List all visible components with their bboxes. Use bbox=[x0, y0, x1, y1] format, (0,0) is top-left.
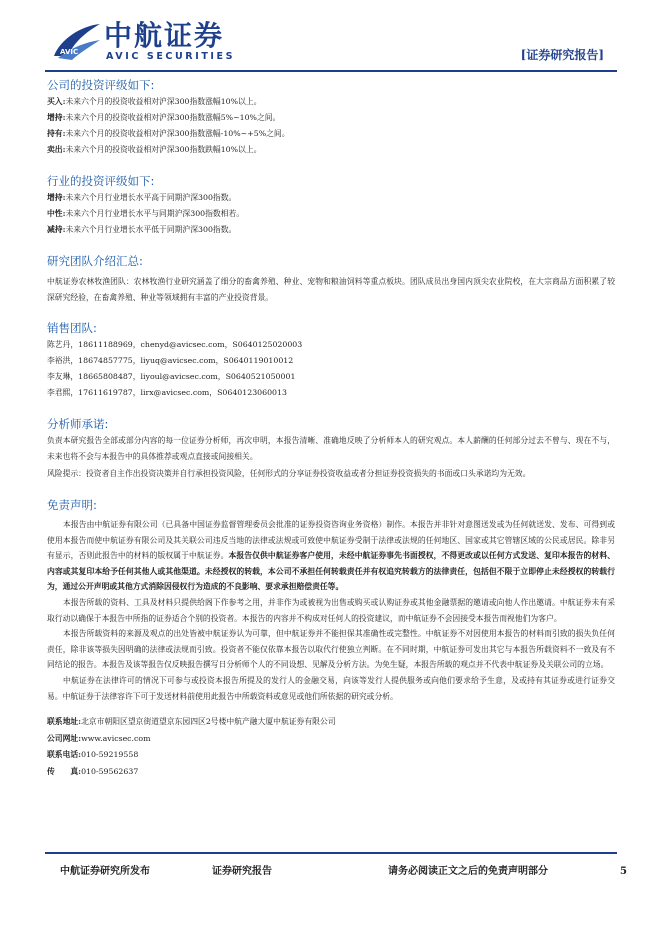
rating-item: 持有:未来六个月的投资收益相对沪深300指数涨幅-10%~+5%之间。 bbox=[47, 129, 290, 138]
rating-item: 减持:未来六个月行业增长水平低于同期沪深300指数。 bbox=[47, 225, 237, 234]
rating-item: 中性:未来六个月行业增长水平与同期沪深300指数相若。 bbox=[47, 209, 245, 218]
disclaimer-paragraph: 本报告所载的资料、工具及材料只提供给阁下作参考之用，并非作为或被视为出售或购买或认购证券或其他金融票据的邀请或向他人作出邀请。中航证券未有采取行动以确保于本报告中所指的证券适合个别的投资者。本报告的内容并不构成对任何人的投资建议，而中航证券不会因接受本报告而视他们为客户。 bbox=[47, 597, 615, 623]
contact-website: 公司网址:www.avicsec.com bbox=[47, 733, 151, 743]
rating-item: 增持:未来六个月的投资收益相对沪深300指数涨幅5%~10%之间。 bbox=[47, 113, 281, 122]
contact-block bbox=[47, 714, 615, 780]
team-description: 中航证券农林牧渔团队：农林牧渔行业研究涵盖了细分的畜禽养殖、种业、宠物和粮油饲料等重点板块。团队成员出身国内顶尖农业院校，在大宗商品方面积累了较深研究经验，在畜禽养殖、种业等领域拥有丰富的产业投资背景。 bbox=[47, 277, 615, 302]
footer-disclaimer-note: 请务必阅读正文之后的免责声明部分 bbox=[388, 866, 548, 877]
report-type-tag: [证券研究报告] bbox=[520, 48, 604, 62]
main-content bbox=[47, 76, 615, 780]
contact-phone: 联系电话:010-59219558 bbox=[47, 750, 139, 760]
contact-address: 联系地址:北京市朝阳区望京街道望京东园四区2号楼中航产融大厦中航证券有限公司 bbox=[47, 717, 336, 727]
sales-contact: 陈艺丹，18611188969，chenyd@avicsec.com，S0640125020003 bbox=[47, 340, 303, 350]
sales-contact: 李裕洪，18674857775，liyuq@avicsec.com，S0640119010012 bbox=[47, 356, 294, 366]
rating-item: 卖出:未来六个月的投资收益相对沪深300指数跌幅10%以上。 bbox=[47, 145, 262, 154]
logo-chinese-name: 中航证券 bbox=[104, 19, 225, 52]
footer-divider bbox=[45, 852, 617, 854]
footer-publisher: 中航证券研究所发布 bbox=[60, 866, 150, 877]
disclaimer-paragraph: 本报告所载资料的来源及观点的出处皆被中航证券认为可靠，但中航证券并不能担保其准确性或完整性。中航证券不对因使用本报告的材料而引致的损失负任何责任，除非该等损失因明确的法律或法规而引致。投资者不能仅依靠本报告以取代行使独立判断。在不同时期，中航证券可发出其它与本报告所载资料不一致及有不同结论的报告。本报告及该等报告仅反映报告撰写日分析师个人的不同设想、见解及分析方法。为免生疑，本报告所载的观点并不代表中航证券及关联公司的立场。 bbox=[47, 629, 615, 670]
pledge-title: 分析师承诺: bbox=[47, 417, 109, 432]
header-divider bbox=[45, 70, 617, 72]
page-header bbox=[0, 0, 662, 70]
logo-badge-text: AVIC bbox=[60, 48, 79, 56]
contact-fax: 传 真:010-59562637 bbox=[47, 766, 139, 776]
sales-title: 销售团队: bbox=[47, 321, 97, 336]
company-logo bbox=[50, 20, 250, 70]
disclaimer-title: 免责声明: bbox=[47, 497, 97, 512]
logo-english-name: AVIC SECURITIES bbox=[106, 51, 236, 62]
sales-contact: 李君熙，17611619787，lirx@avicsec.com，S0640123060013 bbox=[47, 388, 287, 398]
rating-item: 增持:未来六个月行业增长水平高于同期沪深300指数。 bbox=[47, 193, 237, 202]
footer-report-type: 证券研究报告 bbox=[212, 866, 272, 877]
page-number: 5 bbox=[620, 866, 627, 877]
pledge-text: 负责本研究报告全部或部分内容的每一位证券分析师，再次申明，本报告清晰、准确地反映了分析师本人的研究观点。本人薪酬的任何部分过去不曾与、现在不与，未来也将不会与本报告中的具体推荐或观点直接或间接相关。 bbox=[47, 436, 615, 461]
disclaimer-paragraph: 中航证券在法律许可的情况下可参与或投资本报告所提及的发行人的金融交易，向该等发行人提供服务或向他们要求给予生意，及或持有其证券或进行证券交易。中航证券于法律容许下可于发送材料前使用此报告中所载资料或意见或他们所依据的研究或分析。 bbox=[47, 675, 615, 701]
avic-plane-icon bbox=[50, 20, 102, 62]
sales-contact: 李友琳，18665808487，liyoul@avicsec.com，S0640521050001 bbox=[47, 372, 296, 382]
rating-item: 买入:未来六个月的投资收益相对沪深300指数涨幅10%以上。 bbox=[47, 97, 262, 106]
team-title: 研究团队介绍汇总: bbox=[47, 254, 143, 268]
company-rating-title: 公司的投资评级如下: bbox=[47, 78, 155, 92]
disclaimer-paragraph: 本报告由中航证券有限公司（已具备中国证券监督管理委员会批准的证券投资咨询业务资格）制作。本报告并非针对意图送发或为任何就送发、发布、可得到或使用本报告而使中航证券有限公司及其关联公司违反当地的法律或法规或可致使中航证券受制于法律或法规的任何地区、国家或其它管辖区域的公民或居民。除非另有显示，否则此报告中的材料的版权属于中航证券。本报告仅供中航证券客户使用，未经中航证券事先书面授权，不得更改或以任何方式发送、复印本报告的材料、内容或其复印本给予任何其他人或其他渠道。未经授权的转载，本公司不承担任何转载责任并有权追究转载方的法律责任，包括但不限于立即停止未经授权的转载行为，通过公开声明或其他方式消除因侵权行为造成的不良影响、要求承担赔偿责任等。 bbox=[47, 519, 616, 592]
risk-warning: 风险提示：投资者自主作出投资决策并自行承担投资风险，任何形式的分享证券投资收益或者分担证券投资损失的书面或口头承诺均为无效。 bbox=[47, 469, 531, 479]
industry-rating-title: 行业的投资评级如下: bbox=[47, 174, 155, 188]
